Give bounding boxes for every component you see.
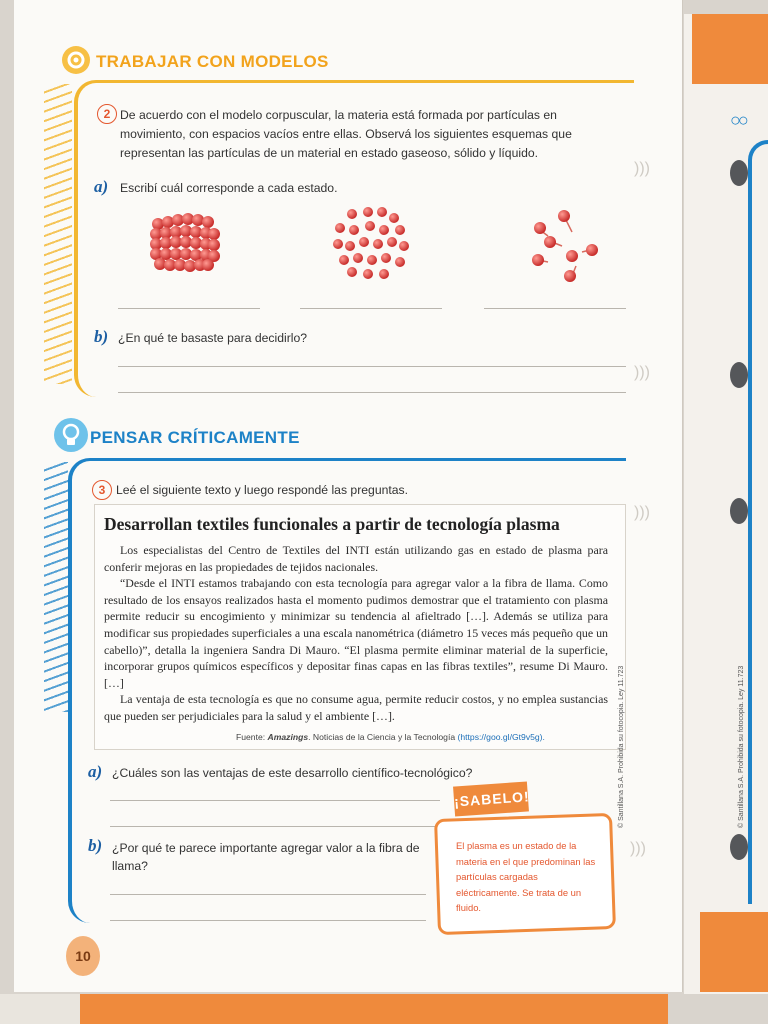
- question-2-line1: De acuerdo con el modelo corpuscular, la materia está formada por partículas en: [120, 108, 557, 122]
- source-prefix: Fuente:: [236, 732, 266, 742]
- source-link[interactable]: (https://goo.gl/Gt9v5g).: [457, 732, 545, 742]
- answer-line[interactable]: [300, 308, 442, 309]
- question-3b-line2: llama?: [112, 859, 148, 873]
- item-letter: b): [88, 836, 103, 855]
- answer-line[interactable]: [118, 392, 626, 393]
- section-title-critical: PENSAR CRÍTICAMENTE: [90, 428, 300, 447]
- answer-line[interactable]: [110, 920, 426, 921]
- page-number: 10: [66, 936, 100, 976]
- binder-hole: [730, 160, 748, 186]
- decorative-hatching: [44, 462, 68, 712]
- question-3b-line1: ¿Por qué te parece importante agregar valor a la fibra de: [112, 841, 420, 855]
- decorative-marks: ))): [630, 840, 646, 857]
- solid-particles-diagram: [146, 210, 226, 276]
- source-rest: . Noticias de la Ciencia y la Tecnología: [308, 732, 456, 742]
- item-letter: a): [94, 177, 109, 196]
- item-letter: a): [88, 762, 103, 781]
- next-page-orange-block: [692, 14, 768, 84]
- copyright-next-page: © Santillana S.A. Prohibida su fotocopia. Ley 11.723: [738, 665, 745, 828]
- gas-particles-diagram: [526, 206, 602, 286]
- source-name: Amazings: [267, 732, 309, 742]
- bottom-orange-strip: [80, 994, 668, 1024]
- binder-hole: [730, 362, 748, 388]
- gear-icon: [62, 46, 90, 74]
- decorative-hatching: [44, 84, 72, 384]
- article-source: [236, 732, 608, 742]
- lightbulb-icon: [54, 418, 88, 452]
- answer-line[interactable]: [118, 308, 260, 309]
- question-2-line3: representan las partículas de un material en estado gaseoso, sólido y líquido.: [120, 146, 539, 160]
- next-page-orange-block-bottom: [700, 912, 768, 992]
- answer-line[interactable]: [118, 366, 626, 367]
- decorative-marks: ))): [634, 160, 650, 177]
- question-number: 2: [97, 104, 117, 124]
- article-paragraph: Los especialistas del Centro de Textiles del INTI están utilizando gas en estado de plasma para conferir mejoras en las propiedades de tejidos nacionales.: [104, 543, 608, 574]
- copyright-notice: © Santillana S.A. Prohibida su fotocopia. Ley 11.723: [618, 665, 625, 828]
- answer-line[interactable]: [484, 308, 626, 309]
- question-2a-text: Escribí cuál corresponde a cada estado.: [120, 181, 338, 195]
- binding-rings-icon: ○○: [730, 110, 746, 130]
- answer-line[interactable]: [110, 826, 440, 827]
- question-2-line2: movimiento, con espacios vacíos entre ellas. Observá los siguientes esquemas que: [120, 127, 572, 141]
- article-title: Desarrollan textiles funcionales a partir de tecnología plasma: [104, 514, 560, 534]
- binder-hole: [730, 834, 748, 860]
- item-letter: b): [94, 327, 109, 346]
- question-2b-text: ¿En qué te basaste para decidirlo?: [118, 331, 308, 345]
- section-title-models: TRABAJAR CON MODELOS: [96, 52, 329, 71]
- sabelo-text: El plasma es un estado de la materia en el que predominan las partículas cargadas eléctricamente. Se trata de un fluido.: [456, 840, 596, 913]
- question-number: 3: [92, 480, 112, 500]
- bottom-edge: [0, 994, 80, 1024]
- decorative-marks: ))): [634, 364, 650, 381]
- next-page-blue-frame: [748, 140, 768, 904]
- question-3-text: Leé el siguiente texto y luego respondé las preguntas.: [116, 483, 409, 497]
- liquid-particles-diagram: [330, 204, 412, 282]
- article-paragraph: “Desde el INTI estamos trabajando con esta tecnología para agregar valor a la fibra de llama. Como resultado de los ensayos realizados hasta el momento pudimos demostrar que el tratamiento con plasma permite reducir su encogimiento y minimizar su tendencia al afieltrado […]. Además se utiliza para modificar sus propiedades superficiales a una escala nanométrica (diámetro 15 veces más pequeño que un cabello)”, detalla la ingeniera Sandra Di Mauro. “El plasma permite eliminar material de la superficie, incorporar grupos químicos específicos y depositar finas capas en las fibras textiles”, resume Di Mauro. […]: [104, 576, 608, 690]
- question-3a-text: ¿Cuáles son las ventajas de este desarrollo científico-tecnológico?: [112, 766, 473, 780]
- article-paragraph: La ventaja de esta tecnología es que no consume agua, permite reducir costos, y no emplea sustancias que pueden ser perjudiciales para la salud y el ambiente […].: [104, 692, 608, 723]
- decorative-marks: ))): [634, 504, 650, 521]
- binder-hole: [730, 498, 748, 524]
- answer-line[interactable]: [110, 894, 426, 895]
- sabelo-tag: ¡SABELO!: [453, 781, 529, 816]
- article-body: [104, 542, 608, 725]
- answer-line[interactable]: [110, 800, 440, 801]
